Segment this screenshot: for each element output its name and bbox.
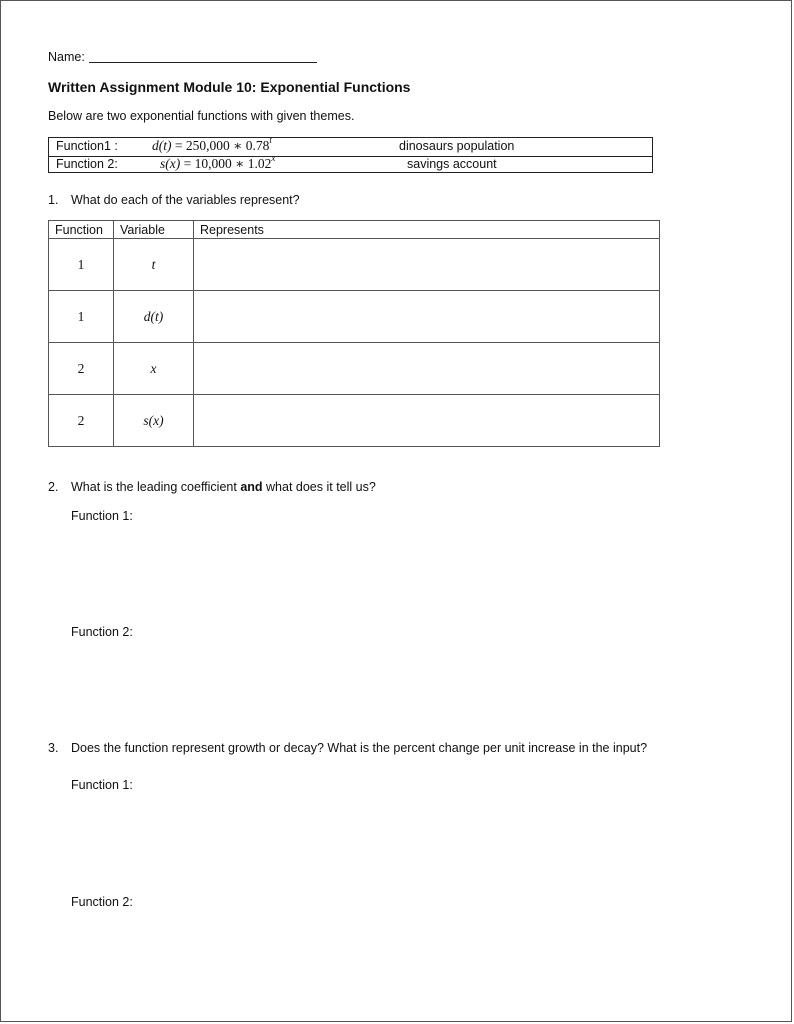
variables-table (48, 220, 660, 447)
q1-number: 1. (48, 193, 59, 207)
q2-function-1-label: Function 1: (71, 509, 133, 523)
q3-function-2-label: Function 2: (71, 895, 133, 909)
table-row (49, 343, 660, 395)
header-variable: Variable (114, 221, 194, 239)
table-row (49, 291, 660, 343)
cell-represents-answer[interactable] (194, 343, 660, 395)
q3-function-1-label: Function 1: (71, 778, 133, 792)
cell-variable: d(t) (114, 291, 194, 343)
name-label: Name: (48, 50, 85, 64)
q3-text: Does the function represent growth or decay? What is the percent change per unit increase in the input? (71, 741, 648, 755)
cell-represents-answer[interactable] (194, 239, 660, 291)
name-blank-line (89, 62, 317, 63)
q2-function-2-label: Function 2: (71, 625, 133, 639)
q3-number: 3. (48, 741, 59, 755)
page-title: Written Assignment Module 10: Exponential Functions (48, 79, 411, 95)
table-row (49, 239, 660, 291)
function-row-2 (49, 152, 652, 174)
cell-function: 2 (49, 395, 114, 447)
cell-variable: x (114, 343, 194, 395)
function-row-1 (49, 134, 652, 157)
function-formula: d(t) = 250,000 ∗ 0.78$^t$ (152, 134, 272, 153)
function-theme: dinosaurs population (399, 139, 515, 153)
cell-function: 1 (49, 239, 114, 291)
function-theme: savings account (407, 157, 497, 171)
intro-text: Below are two exponential functions with given themes. (48, 109, 355, 123)
function-label: Function 2: (56, 157, 118, 171)
cell-variable: s(x) (114, 395, 194, 447)
cell-represents-answer[interactable] (194, 395, 660, 447)
functions-table (48, 134, 653, 173)
function-label: Function1 : (56, 139, 118, 153)
function-formula: s(x) = 10,000 ∗ 1.02$^x$ (160, 152, 276, 171)
table-row (49, 395, 660, 447)
cell-represents-answer[interactable] (194, 291, 660, 343)
table-header-row (49, 221, 660, 239)
cell-variable: t (114, 239, 194, 291)
cell-function: 2 (49, 343, 114, 395)
q2-number: 2. (48, 480, 59, 494)
cell-function: 1 (49, 291, 114, 343)
header-represents: Represents (194, 221, 660, 239)
header-function: Function (49, 221, 114, 239)
q1-text: What do each of the variables represent? (71, 193, 300, 207)
q2-text: What is the leading coefficient and what does it tell us? (71, 480, 376, 494)
